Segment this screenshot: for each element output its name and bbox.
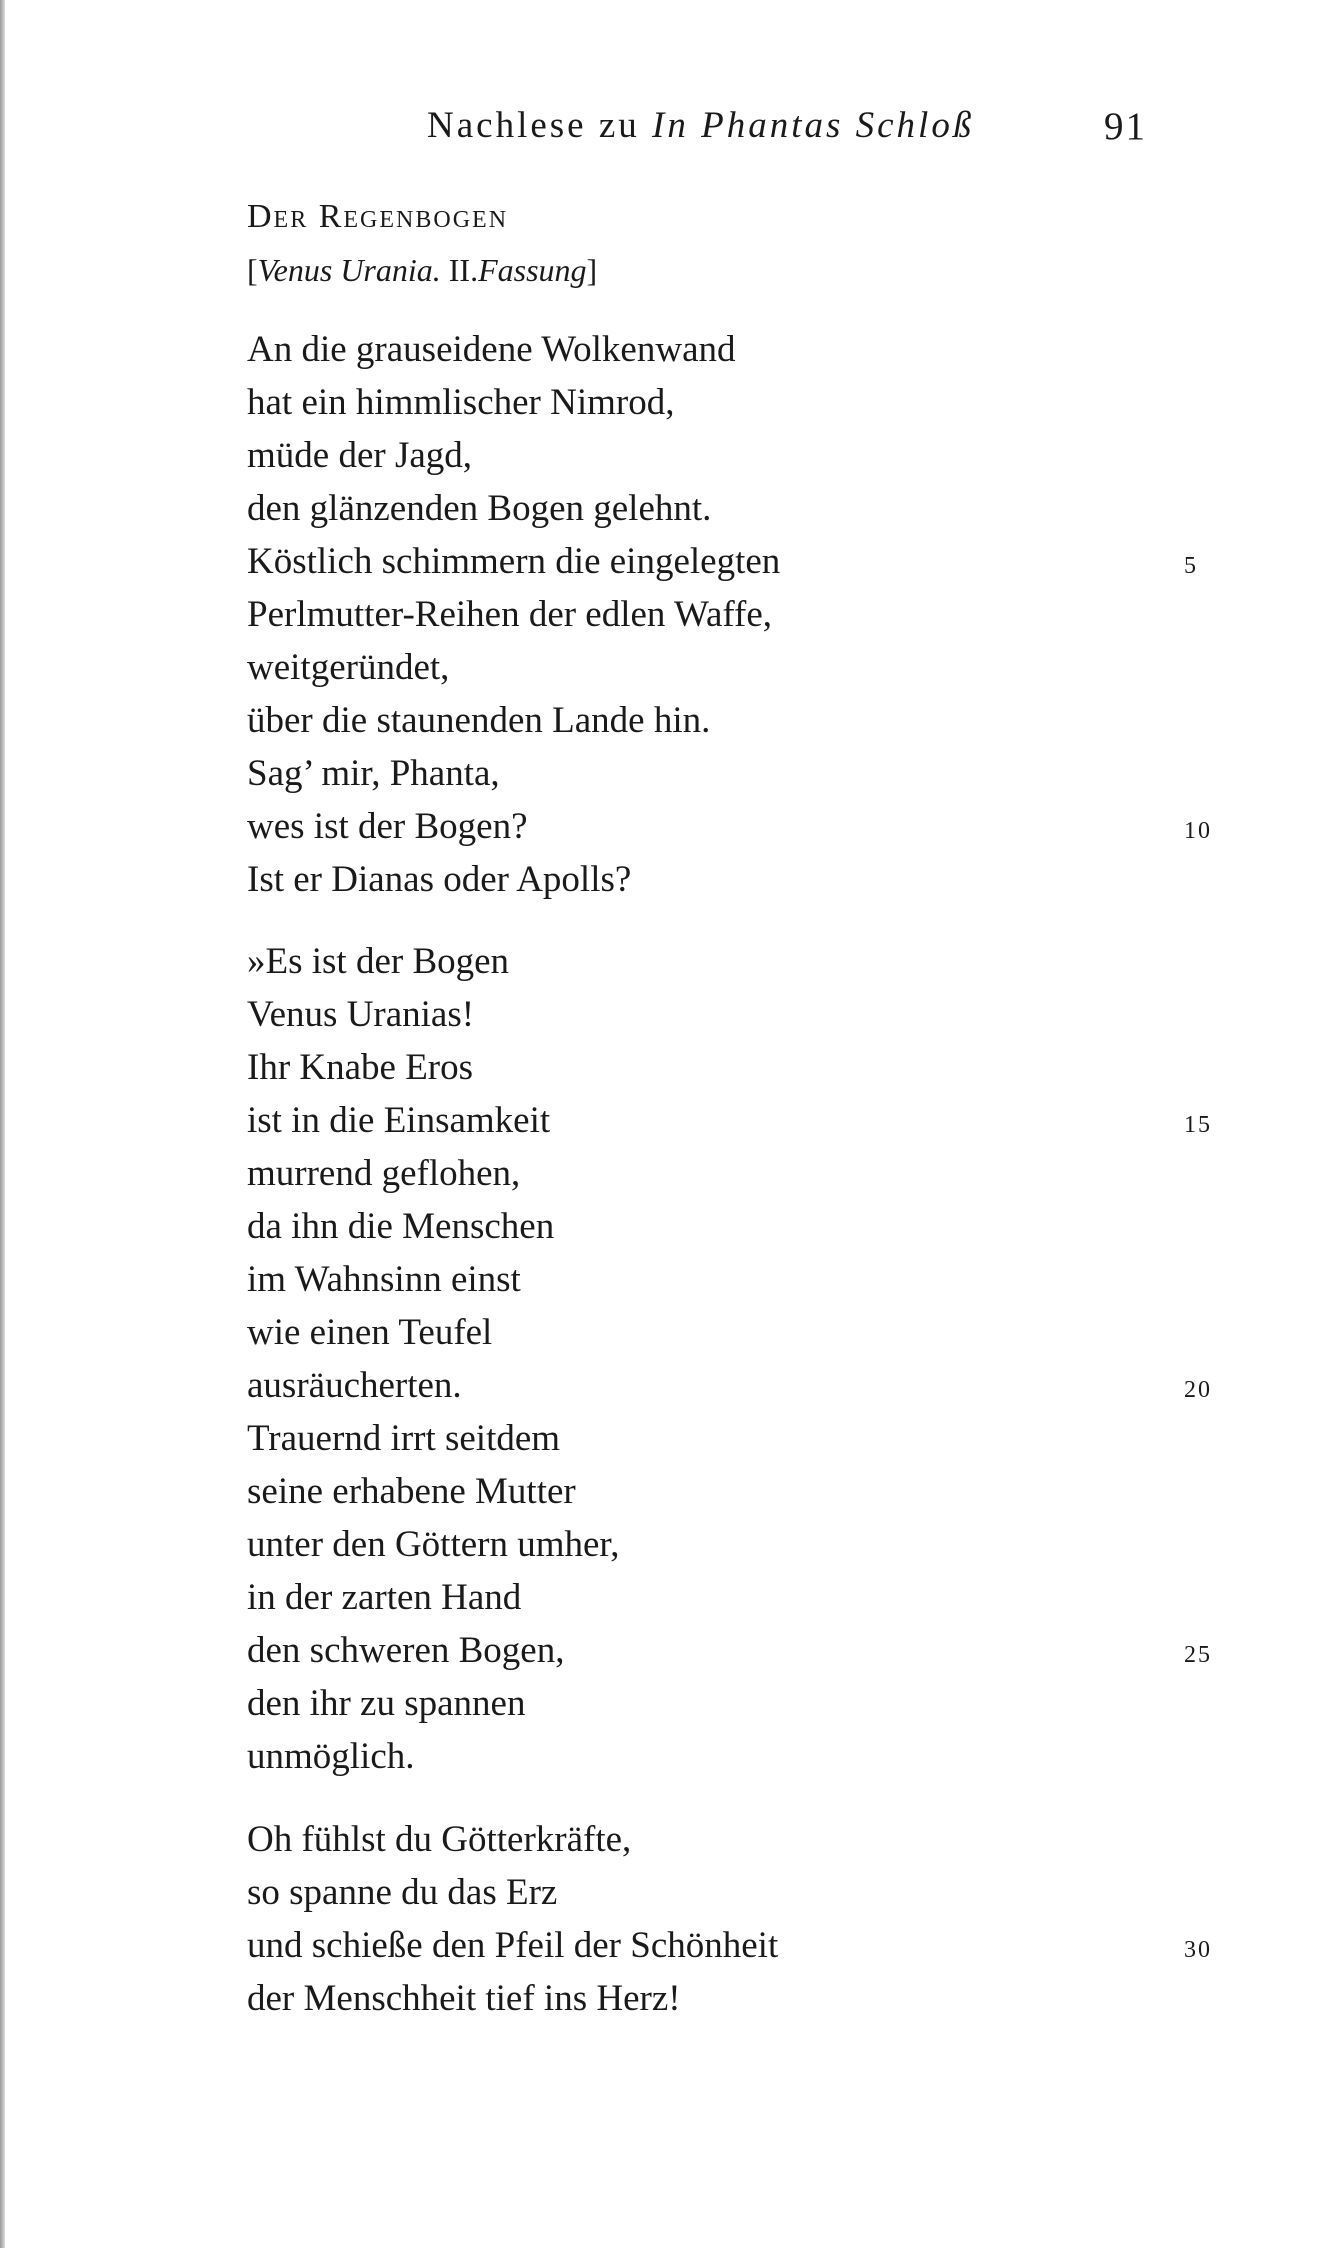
- verse-text: seine erhabene Mutter: [247, 1471, 576, 1512]
- verse-text: so spanne du das Erz: [247, 1872, 558, 1913]
- verse-text: den glänzenden Bogen gelehnt.: [247, 488, 712, 529]
- verse-line: [247, 1677, 1207, 1730]
- line-number: 15: [1184, 1112, 1212, 1138]
- subtitle-version-numeral: II.: [448, 252, 479, 288]
- verse-line: [247, 641, 1207, 694]
- verse-text: Ist er Dianas oder Apolls?: [247, 859, 632, 900]
- verse-text: der Menschheit tief ins Herz!: [247, 1978, 681, 2019]
- verse-text: unmöglich.: [247, 1736, 415, 1777]
- verse-line: [247, 1200, 1207, 1253]
- verse-text: wie einen Teufel: [247, 1312, 493, 1353]
- verse-line: [247, 694, 1207, 747]
- verse-line: [247, 1730, 1207, 1783]
- line-number: 25: [1184, 1642, 1212, 1668]
- scan-gutter-edge: [0, 0, 5, 2248]
- verse-text: An die grauseidene Wolkenwand: [247, 329, 736, 370]
- verse-line: [247, 747, 1207, 800]
- subtitle-bracket-close: ]: [586, 252, 598, 288]
- verse-text: im Wahnsinn einst: [247, 1259, 521, 1300]
- verse-text: und schieße den Pfeil der Schönheit: [247, 1925, 779, 1966]
- verse-line: [247, 1624, 1212, 1677]
- verse-line: [247, 1041, 1207, 1094]
- verse-line: [247, 1094, 1212, 1147]
- subtitle-work-title: Venus Urania.: [257, 252, 449, 288]
- verse-text: Köstlich schimmern die eingelegten: [247, 541, 781, 582]
- verse-text: weitgeründet,: [247, 647, 450, 688]
- poem-subtitle: [247, 252, 597, 289]
- page-number: 91: [1104, 105, 1147, 148]
- verse-text: ausräucherten.: [247, 1365, 462, 1406]
- verse-text: murrend geflohen,: [247, 1153, 521, 1194]
- stanza-1: [247, 323, 1212, 906]
- verse-line: [247, 429, 1207, 482]
- verse-text: da ihn die Menschen: [247, 1206, 555, 1247]
- verse-text: Sag’ mir, Phanta,: [247, 753, 500, 794]
- verse-text: Trauernd irrt seitdem: [247, 1418, 561, 1459]
- verse-line: [247, 376, 1207, 429]
- verse-text: den ihr zu spannen: [247, 1683, 526, 1724]
- verse-line: [247, 482, 1207, 535]
- subtitle-version-label: Fassung: [478, 252, 587, 288]
- verse-line: [247, 1253, 1207, 1306]
- verse-line: [247, 800, 1212, 853]
- verse-line: [247, 1571, 1207, 1624]
- verse-line: [247, 1465, 1207, 1518]
- running-head: [427, 104, 974, 147]
- verse-text: müde der Jagd,: [247, 435, 473, 476]
- line-number: 30: [1184, 1937, 1212, 1963]
- verse-line: [247, 1866, 1207, 1919]
- verse-text: hat ein himmlischer Nimrod,: [247, 382, 675, 423]
- verse-text: Ihr Knabe Eros: [247, 1047, 474, 1088]
- verse-text: unter den Göttern umher,: [247, 1524, 620, 1565]
- verse-line: [247, 988, 1207, 1041]
- verse-text: in der zarten Hand: [247, 1577, 522, 1618]
- poem-title: Der Regenbogen: [247, 198, 509, 235]
- verse-line: [247, 1972, 1207, 2025]
- verse-text: den schweren Bogen,: [247, 1630, 565, 1671]
- verse-line: [247, 588, 1207, 641]
- verse-text: Venus Uranias!: [247, 994, 475, 1035]
- verse-line: [247, 1813, 1207, 1866]
- verse-line: [247, 1518, 1207, 1571]
- stanza-3: [247, 1813, 1212, 2025]
- verse-line: [247, 1412, 1207, 1465]
- verse-line: [247, 535, 1207, 588]
- verse-text: Perlmutter-Reihen der edlen Waffe,: [247, 594, 773, 635]
- verse-line: [247, 1919, 1212, 1972]
- stanza-2: [247, 935, 1212, 1836]
- verse-text: Oh fühlst du Götterkräfte,: [247, 1819, 632, 1860]
- verse-line: [247, 935, 1207, 988]
- verse-text: ist in die Einsamkeit: [247, 1100, 551, 1141]
- verse-text: »Es ist der Bogen: [247, 941, 510, 982]
- line-number: 5: [1184, 553, 1198, 579]
- verse-line: [247, 1147, 1207, 1200]
- verse-line: [247, 853, 1207, 906]
- running-head-prefix: Nachlese zu: [427, 105, 653, 146]
- verse-line: [247, 1306, 1207, 1359]
- running-head-title: In Phantas Schloß: [652, 105, 975, 146]
- line-number: 10: [1184, 818, 1212, 844]
- verse-line: [247, 1359, 1212, 1412]
- verse-line: [247, 323, 1207, 376]
- line-number: 20: [1184, 1377, 1212, 1403]
- verse-text: über die staunenden Lande hin.: [247, 700, 711, 741]
- verse-text: wes ist der Bogen?: [247, 806, 528, 847]
- subtitle-bracket-open: [: [247, 252, 258, 288]
